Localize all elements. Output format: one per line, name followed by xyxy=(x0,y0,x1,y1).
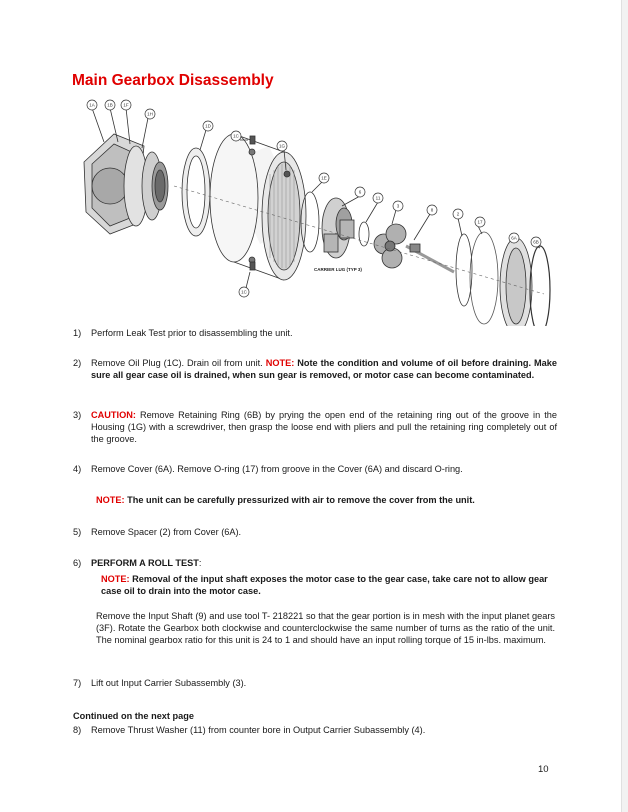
svg-text:2: 2 xyxy=(456,211,460,217)
svg-text:6: 6 xyxy=(358,189,362,195)
svg-text:6A: 6A xyxy=(511,235,517,241)
svg-text:8: 8 xyxy=(430,207,434,213)
callout-1C-top xyxy=(231,131,241,141)
callout-1C-bottom xyxy=(239,287,249,297)
carrier-lug-label: CARRIER LUG (TYP 3) xyxy=(314,267,362,272)
step-text: Remove Oil Plug (1C). Drain oil from unit. xyxy=(91,358,263,368)
step-1 xyxy=(73,327,557,339)
callout-1B xyxy=(105,100,115,110)
step-5 xyxy=(73,526,557,538)
step-number: 1) xyxy=(73,328,82,338)
callout-6B xyxy=(531,237,541,247)
retaining-ring xyxy=(530,246,550,326)
step-number: 6) xyxy=(73,558,82,568)
callout-2 xyxy=(453,209,463,219)
caution-label: CAUTION: xyxy=(91,410,136,420)
step-8 xyxy=(73,724,557,736)
svg-text:17: 17 xyxy=(477,219,483,225)
callout-1G xyxy=(277,141,287,151)
page-title: Main Gearbox Disassembly xyxy=(72,72,274,89)
callout-1D xyxy=(203,121,213,131)
note-text: Removal of the input shaft exposes the motor case to the gear case, take care not to allow gear case oil to drain into the motor case. xyxy=(101,574,548,597)
svg-text:11: 11 xyxy=(375,195,381,201)
roll-test-note xyxy=(101,573,549,597)
svg-text:1D: 1D xyxy=(205,123,211,129)
step-7 xyxy=(73,677,557,689)
note-text: The unit can be carefully pressurized with air to remove the cover from the unit. xyxy=(127,495,475,505)
callout-1F xyxy=(121,100,131,110)
output-carrier xyxy=(322,198,354,258)
step-text: Remove Cover (6A). Remove O-ring (17) from groove in the Cover (6A) and discard O-ring. xyxy=(91,464,463,474)
callout-3 xyxy=(393,201,403,211)
step-text: Remove Retaining Ring (6B) by prying the open end of the retaining ring out of the groove in the Housing (1G) with a screwdriver, then grasp the loose end with pliers and pull the retaining ring completely out of the groove. xyxy=(91,410,557,445)
step-heading: PERFORM A ROLL TEST xyxy=(91,558,199,568)
callout-6A xyxy=(509,233,519,243)
callout-1E xyxy=(319,173,329,183)
o-ring xyxy=(470,232,498,324)
step-number: 7) xyxy=(73,678,82,688)
note-label: NOTE: xyxy=(101,574,130,584)
step-text: Lift out Input Carrier Subassembly (3). xyxy=(91,678,247,688)
svg-text:1G: 1G xyxy=(278,143,286,149)
svg-text:3: 3 xyxy=(396,203,400,209)
seal-ring xyxy=(182,148,210,236)
step-6 xyxy=(73,557,557,569)
callout-1A xyxy=(87,100,97,110)
note-text: Note the condition and volume of oil before draining. Make sure all gear case oil is drained, when sun gear is removed, or motor case can become contaminated. xyxy=(91,358,557,381)
svg-text:1A: 1A xyxy=(89,102,95,108)
svg-text:6B: 6B xyxy=(533,239,539,245)
continued-label: Continued on the next page xyxy=(73,711,194,721)
callout-11 xyxy=(373,193,383,203)
callout-8 xyxy=(427,205,437,215)
svg-text:1C: 1C xyxy=(233,133,239,139)
note-label: NOTE: xyxy=(96,495,125,505)
step-number: 8) xyxy=(73,725,82,735)
roll-test-text: Remove the Input Shaft (9) and use tool T- 218221 so that the gear portion is in mesh with the input planet gears (3F). Rotate the Gearbox both clockwise and counterclockwise the same number of turns as the ratio of the unit. The nominal gearbox ratio for this unit is 24 to 1 and should have an input rolling torque of 15 in-lbs. maximum. xyxy=(96,611,555,646)
step-text: Perform Leak Test prior to disassembling the unit. xyxy=(91,328,293,338)
page-edge xyxy=(621,0,628,812)
svg-text:1C: 1C xyxy=(241,289,247,295)
input-carrier xyxy=(374,224,406,268)
step-text: Remove Spacer (2) from Cover (6A). xyxy=(91,527,242,537)
exploded-gearbox-diagram xyxy=(74,94,554,326)
step-3 xyxy=(73,409,557,446)
page-number: 10 xyxy=(538,764,549,775)
roll-test-body xyxy=(96,610,555,647)
step-number: 3) xyxy=(73,410,82,420)
cover xyxy=(500,235,532,326)
svg-text:1F: 1F xyxy=(123,102,129,108)
callout-1H xyxy=(145,109,155,119)
input-shaft xyxy=(406,244,454,272)
spacer xyxy=(456,234,472,306)
note-label: NOTE: xyxy=(265,358,295,368)
thrust-washer xyxy=(359,222,369,246)
housing-cylinder xyxy=(210,134,306,280)
svg-text:1E: 1E xyxy=(321,175,327,181)
callout-6 xyxy=(355,187,365,197)
step-heading-suffix: : xyxy=(198,558,202,568)
step-2 xyxy=(73,357,557,381)
step-number: 4) xyxy=(73,464,82,474)
svg-text:1B: 1B xyxy=(107,102,113,108)
callout-17 xyxy=(475,217,485,227)
svg-text:1H: 1H xyxy=(147,111,153,117)
step-4 xyxy=(73,463,557,475)
step-number: 2) xyxy=(73,358,82,368)
motor-assembly xyxy=(84,134,168,234)
step-text: Remove Thrust Washer (11) from counter bore in Output Carrier Subassembly (4). xyxy=(91,725,426,735)
step-number: 5) xyxy=(73,527,82,537)
pressurize-note xyxy=(96,494,475,506)
